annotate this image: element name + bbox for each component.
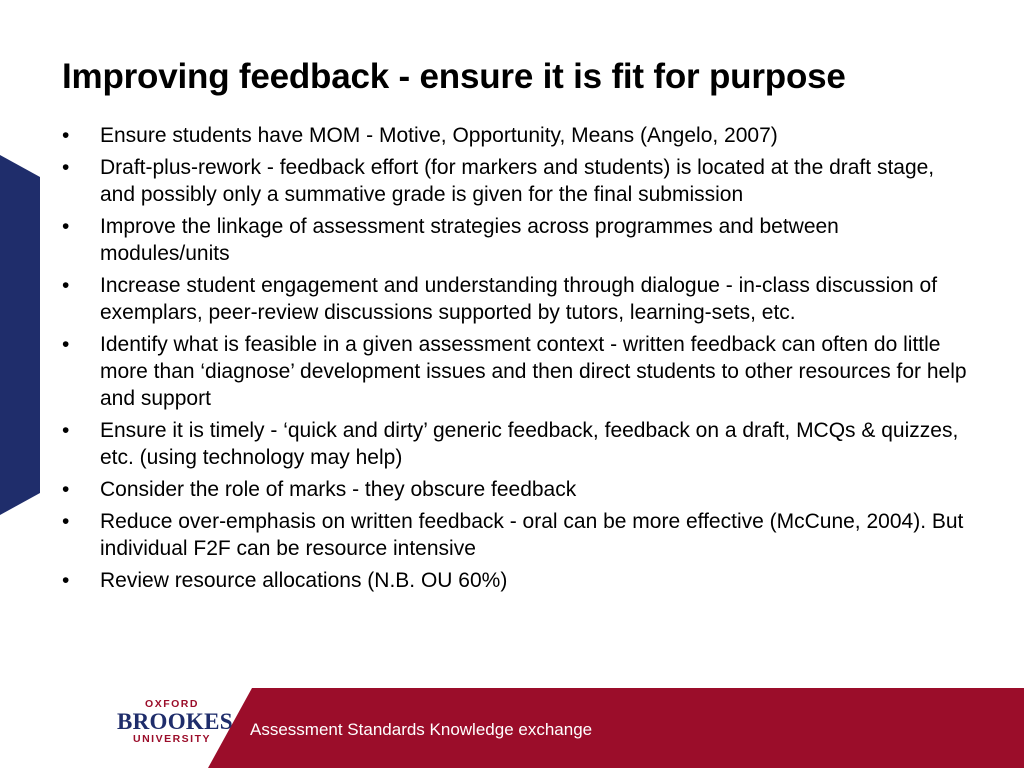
bullet-marker: • — [62, 478, 70, 501]
bullet-item — [62, 567, 972, 594]
bullet-text: Consider the role of marks - they obscure feedback — [100, 478, 577, 501]
bullet-item — [62, 417, 972, 471]
logo-brookes-text: BROOKES — [117, 709, 233, 734]
bullet-marker: • — [62, 215, 70, 238]
bullet-marker: • — [62, 569, 70, 592]
bullet-text: Identify what is feasible in a given assessment context - written feedback can often do little more than ‘diagnose’ development issues and then direct students to other resources for help and support — [100, 333, 967, 410]
bullet-item — [62, 122, 972, 149]
oxford-brookes-logo — [117, 698, 233, 746]
bullet-item — [62, 154, 972, 208]
bullet-item — [62, 508, 972, 562]
bullet-text: Ensure students have MOM - Motive, Opportunity, Means (Angelo, 2007) — [100, 124, 778, 147]
logo-oxford-text: OXFORD — [145, 698, 199, 710]
bullet-marker: • — [62, 274, 70, 297]
bullet-item — [62, 272, 972, 326]
bullet-marker: • — [62, 510, 70, 533]
bullet-marker: • — [62, 333, 70, 356]
bullet-marker: • — [62, 124, 70, 147]
bullet-marker: • — [62, 419, 70, 442]
bullet-text: Draft-plus-rework - feedback effort (for markers and students) is located at the draft stage, and possibly only a summative grade is given for the final submission — [100, 156, 935, 206]
bullet-text: Ensure it is timely - ‘quick and dirty’ generic feedback, feedback on a draft, MCQs & quizzes, etc. (using technology may help) — [100, 419, 959, 469]
bullet-text: Reduce over-emphasis on written feedback - oral can be more effective (McCune, 2004). But individual F2F can be resource intensive — [100, 510, 964, 560]
logo-university-text: UNIVERSITY — [132, 733, 211, 745]
bullet-item — [62, 476, 972, 503]
bullet-text: Review resource allocations (N.B. OU 60%) — [100, 569, 508, 592]
bullet-marker: • — [62, 156, 70, 179]
bullet-text: Increase student engagement and understanding through dialogue - in-class discussion of exemplars, peer-review discussions supported by tutors, learning-sets, etc. — [100, 274, 938, 324]
bullet-item — [62, 331, 972, 412]
slide-title: Improving feedback - ensure it is fit for purpose — [62, 57, 846, 96]
bullet-list — [62, 122, 972, 599]
side-accent-shape — [0, 155, 40, 515]
bullet-item — [62, 213, 972, 267]
bullet-text: Improve the linkage of assessment strategies across programmes and between modules/units — [100, 215, 839, 265]
footer-text: Assessment Standards Knowledge exchange — [250, 720, 593, 739]
